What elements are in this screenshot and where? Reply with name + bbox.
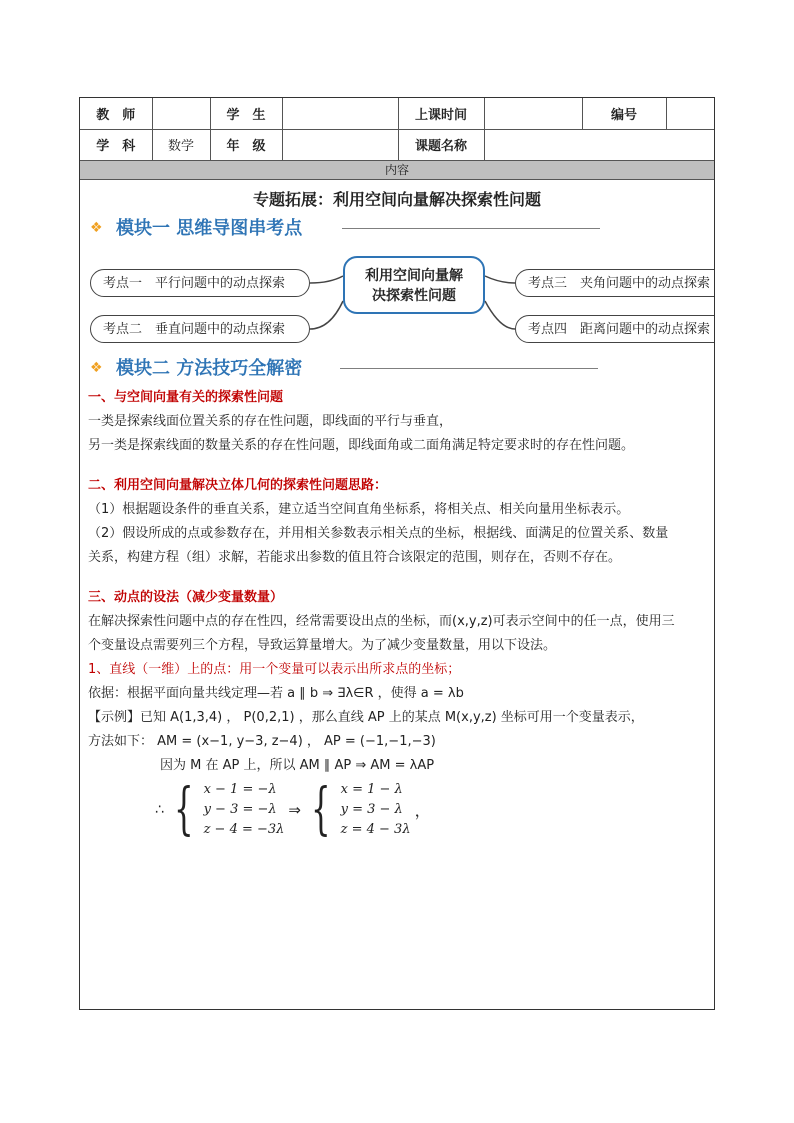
therefore-symbol: ∴ [155,801,164,818]
equation-row: y − 3 = −λ [203,801,277,817]
section-two [80,474,714,570]
section-three-heading: 三、动点的设法（减少变量数量） [88,589,284,605]
topic-label: 课题名称 [398,129,484,160]
basis-line: 依据：根据平面向量共线定理—若 a ∥ b ⇒ ∃λ∈R ，使得 a = λb [88,685,464,701]
diamond-icon: ❖ [90,359,103,376]
section-three-line: 在解决探索性问题中点的存在性四，经常需要设出点的坐标，而(x,y,z)可表示空间中的任一点，使用三 [88,613,675,629]
subject-label: 学 科 [80,129,152,160]
student-value [282,98,398,129]
section-three-line: 个变量设点需要列三个方程，导致运算量增大。为了减少变量数量，用以下设法。 [88,637,557,653]
subsection-line-points: 1、直线（一维）上的点：用一个变量可以表示出所求点的坐标； [88,661,461,677]
section-two-heading: 二、利用空间向量解决立体几何的探索性问题思路： [88,477,388,493]
mindmap-center-line-1: 利用空间向量解 [365,267,463,284]
equation-system-right [341,780,411,840]
content-bar: 内容 [80,161,714,180]
module-two-rule [340,368,598,369]
class-time-label: 上课时间 [398,98,484,129]
diamond-icon: ❖ [90,219,103,236]
module-one-heading [90,212,714,246]
module-one-title: 模块一 思维导图串考点 [116,217,303,239]
number-label: 编号 [582,98,666,129]
mindmap-center-node [343,256,485,314]
section-one-heading: 一、与空间向量有关的探索性问题 [88,389,284,405]
mindmap-node-point-1: 考点一 平行问题中的动点探索 [90,269,310,297]
equation-system-left [204,780,285,840]
grade-label: 年 级 [210,129,282,160]
equation-row: z = 4 − 3λ [340,821,411,837]
because-line: 因为 M 在 AP 上，所以 AM ∥ AP ⇒ AM = λAP [160,757,435,773]
teacher-label: 教 师 [80,98,152,129]
document-frame [79,97,715,1010]
mindmap-node-point-4: 考点四 距离问题中的动点探索 [515,315,715,343]
method-line: 方法如下： AM = (x−1, y−3, z−4) ， AP = (−1,−1,−3) [88,733,436,749]
equation-row: z − 4 = −3λ [203,821,285,837]
subject-value: 数学 [152,129,210,160]
mindmap-center-line-2: 决探索性问题 [372,287,456,304]
number-value [666,98,715,129]
trailing-comma: ， [414,801,431,820]
section-two-line: （1）根据题设条件的垂直关系，建立适当空间直角坐标系，将相关点、相关向量用坐标表示。 [88,501,630,517]
mindmap-node-point-2: 考点二 垂直问题中的动点探索 [90,315,310,343]
section-one-line: 另一类是探索线面的数量关系的存在性问题，即线面角或二面角满足特定要求时的存在性问题。 [88,437,635,453]
document-title: 专题拓展：利用空间向量解决探索性问题 [252,189,541,209]
module-two-title: 模块二 方法技巧全解密 [116,357,303,379]
equation-system: ∴ { x − 1 = −λ y − 3 = −λ z − 4 = −3λ ⇒ { x = 1 − λ y = 3 − λ z = 4 − 3λ ， [155,776,431,842]
header-table [80,98,715,161]
section-two-line: （2）假设所成的点或参数存在，并用相关参数表示相关点的坐标，根据线、面满足的位置关系、数量 [88,525,669,541]
module-two-heading [90,352,714,386]
section-two-line: 关系，构建方程（组）求解，若能求出参数的值且符合该限定的范围，则存在，否则不存在。 [88,549,622,565]
equation-row: x = 1 − λ [340,781,403,797]
class-time-value [484,98,582,129]
student-label: 学 生 [210,98,282,129]
section-three [80,586,714,778]
example-line: 【示例】已知 A(1,3,4) ， P(0,2,1) ，那么直线 AP 上的某点 M(x,y,z) 坐标可用一个变量表示， [88,709,644,725]
equation-row: y = 3 − λ [340,801,403,817]
mind-map [80,246,714,346]
mindmap-node-point-3: 考点三 夹角问题中的动点探索 [515,269,715,297]
module-one-rule [342,228,600,229]
section-one-line: 一类是探索线面位置关系的存在性问题，即线面的平行与垂直， [88,413,453,429]
topic-value [484,129,715,160]
grade-value [282,129,398,160]
section-one [80,386,714,458]
equation-row: x − 1 = −λ [203,781,277,797]
implies-symbol: ⇒ [288,800,301,819]
teacher-value [152,98,210,129]
